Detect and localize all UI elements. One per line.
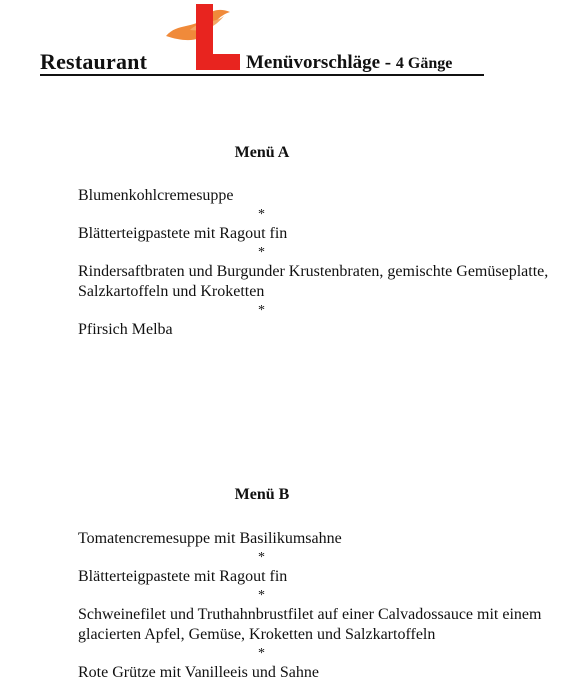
menu-b-separator-1: * bbox=[258, 550, 265, 565]
menu-b-separator-3: * bbox=[258, 646, 265, 661]
header-underline bbox=[40, 74, 484, 76]
menu-b-separator-2: * bbox=[258, 588, 265, 603]
menu-a-course-4: Pfirsich Melba bbox=[78, 321, 173, 338]
menu-a-separator-3: * bbox=[258, 303, 265, 318]
restaurant-brand: Restaurant bbox=[40, 49, 148, 74]
restaurant-L-logo-icon bbox=[160, 2, 244, 74]
page-title bbox=[246, 52, 452, 74]
title-main: Menüvorschläge - bbox=[246, 52, 396, 73]
menu-b-title: Menü B bbox=[234, 486, 290, 503]
page-header bbox=[0, 0, 582, 80]
menu-a-title: Menü A bbox=[234, 144, 290, 161]
menu-a-separator-2: * bbox=[258, 245, 265, 260]
menu-a-separator-1: * bbox=[258, 207, 265, 222]
menu-a bbox=[78, 186, 578, 340]
menu-b bbox=[78, 529, 578, 683]
menu-b-course-3: Schweinefilet und Truthahnbrustfilet auf einer Calvadossauce mit einem glacierten Apfel, Gemüse, Kroketten und Salzkartoffeln bbox=[78, 606, 542, 643]
menu-b-course-1: Tomatencremesuppe mit Basilikumsahne bbox=[78, 530, 342, 547]
menu-b-course-4: Rote Grütze mit Vanilleeis und Sahne bbox=[78, 664, 319, 681]
menu-a-course-3: Rindersaftbraten und Burgunder Krustenbraten, gemischte Gemüseplatte, Salzkartoffeln und Kroketten bbox=[78, 263, 549, 300]
menu-a-course-1: Blumenkohlcremesuppe bbox=[78, 187, 234, 204]
menu-a-course-2: Blätterteigpastete mit Ragout fin bbox=[78, 225, 288, 242]
menu-b-course-2: Blätterteigpastete mit Ragout fin bbox=[78, 568, 288, 585]
title-courses-count: 4 Gänge bbox=[395, 55, 453, 72]
